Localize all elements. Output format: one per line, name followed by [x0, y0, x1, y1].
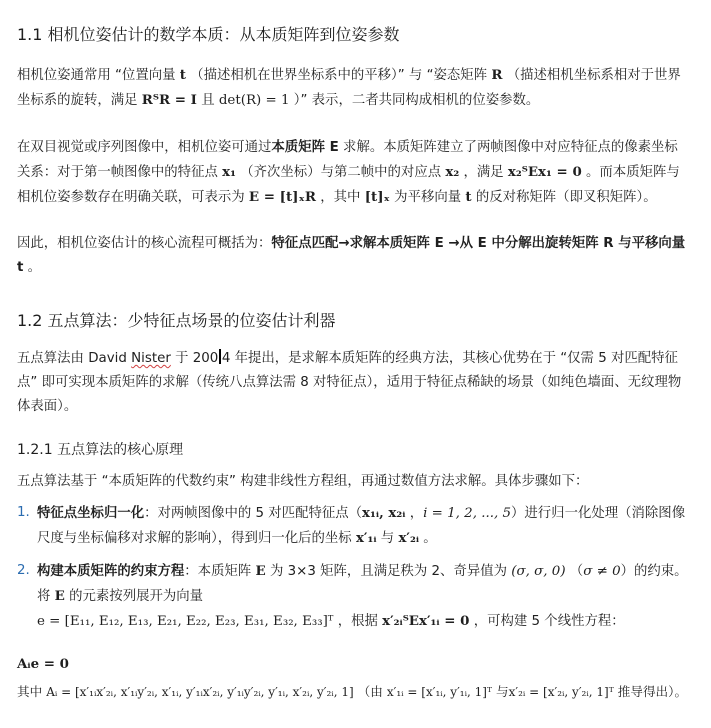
paragraph-pipeline-summary: 因此，相机位姿估计的核心流程可概括为：特征点匹配→求解本质矩阵 E →从 E 中分解出旋转矩阵 R 与平移向量 t 。: [17, 236, 686, 275]
math-vector-e: e = [E₁₁, E₁₂, E₁₃, E₂₁, E₂₂, E₂₃, E₃₁, E₃₂, E₃₃]ᵀ: [37, 614, 334, 629]
list-item-step-2: 2. 构建本质矩阵的约束方程：本质矩阵 E 为 3×3 矩阵，且满足秩为 2、奇异值为 (σ, σ, 0) （σ ≠ 0）的约束。将 E 的元素按列展开为向量 e = [E₁₁, E₁₂, E₁₃, E₂₁, E₂₂, E₂₃, E₃₁, E₃₂, E₃₃]ᵀ ，根据 x′₂ᵢᵀEx′₁ᵢ = 0 ，可构建 5 个线性方程：: [17, 559, 691, 634]
paragraph-five-point-intro: 五点算法由 David Nister 于 200 4 年提出，是求解本质矩阵的经典方法，其核心优势在于 “仅需 5 对匹配特征点” 即可实现本质矩阵的求解（传统八点算法需 8 对特征点），适用于特征点稀缺的场景（如纯色墙面、无纹理物体表面）。: [17, 351, 682, 414]
text-cursor: [219, 349, 221, 364]
math-vector-t: t: [179, 67, 186, 83]
math-epipolar-constraint: x₂ᵀEx₁ = 0: [507, 164, 582, 180]
bold-pipeline: 特征点匹配→求解本质矩阵 E →从 E 中分解出旋转矩阵 R 与平移向量 t: [17, 236, 686, 275]
math-orthogonality: RᵀR = I: [141, 92, 197, 108]
equation-linear-system: Aᵢe = 0: [17, 656, 69, 672]
steps-list: [17, 501, 691, 634]
step-title: 特征点坐标归一化: [37, 506, 145, 521]
math-determinant: det(R) = 1: [218, 93, 290, 108]
section-heading-1-1: 1.1 相机位姿估计的数学本质：从本质矩阵到位姿参数: [17, 25, 400, 44]
math-matrix-R: R: [491, 67, 503, 83]
section-heading-1-2-1: 1.2.1 五点算法的核心原理: [17, 442, 184, 458]
paragraph-pose-representation: 相机位姿通常用 “位置向量 t （描述相机在世界坐标系中的平移）” 与 “姿态矩阵 R （描述相机坐标系相对于世界坐标系的旋转，满足 RᵀR = I 且 det(R) = 1 ）” 表示，二者共同构成相机的位姿参数。: [17, 67, 681, 108]
list-item-step-1: 1. 特征点坐标归一化：对两帧图像中的 5 对匹配特征点（x₁ᵢ, x₂ᵢ ，i = 1, 2, ..., 5）进行归一化处理（消除图像尺度与坐标偏移对求解的影响），得到归一化后的坐标 x′₁ᵢ 与 x′₂ᵢ 。: [17, 501, 691, 551]
section-heading-1-2: 1.2 五点算法：少特征点场景的位姿估计利器: [17, 311, 336, 330]
spellcheck-word: Nister: [131, 351, 171, 366]
list-number: 2.: [17, 563, 30, 578]
bold-essential-matrix: 本质矩阵 E: [271, 140, 339, 155]
step-title: 构建本质矩阵的约束方程: [37, 564, 185, 579]
math-essential-decomposition: E = [t]ₓR: [248, 189, 317, 205]
paragraph-where-clause: 其中 Aᵢ = [x′₁ᵢx′₂ᵢ, x′₁ᵢy′₂ᵢ, x′₁ᵢ, y′₁ᵢx′₂ᵢ, y′₁ᵢy′₂ᵢ, y′₁ᵢ, x′₂ᵢ, y′₂ᵢ, 1] （由 x′₁ᵢ = [x′₁ᵢ, y′₁ᵢ, 1]ᵀ 与x′₂ᵢ = [x′₂ᵢ, y′₂ᵢ, 1]ᵀ 推导得出）。: [17, 684, 688, 699]
paragraph-essential-matrix: 在双目视觉或序列图像中，相机位姿可通过本质矩阵 E 求解。本质矩阵建立了两帧图像中对应特征点的像素坐标关系：对于第一帧图像中的特征点 x₁ （齐次坐标）与第二帧中的对应点 x₂ ，满足 x₂ᵀEx₁ = 0 。而本质矩阵与相机位姿参数存在明确关联，可表示为 E = [t]ₓR ，其中 [t]ₓ 为平移向量 t 的反对称矩阵（即叉积矩阵）。: [17, 140, 680, 205]
paragraph-principle-intro: 五点算法基于 “本质矩阵的代数约束” 构建非线性方程组，再通过数值方法求解。具体步骤如下：: [17, 474, 589, 489]
list-number: 1.: [17, 505, 30, 520]
